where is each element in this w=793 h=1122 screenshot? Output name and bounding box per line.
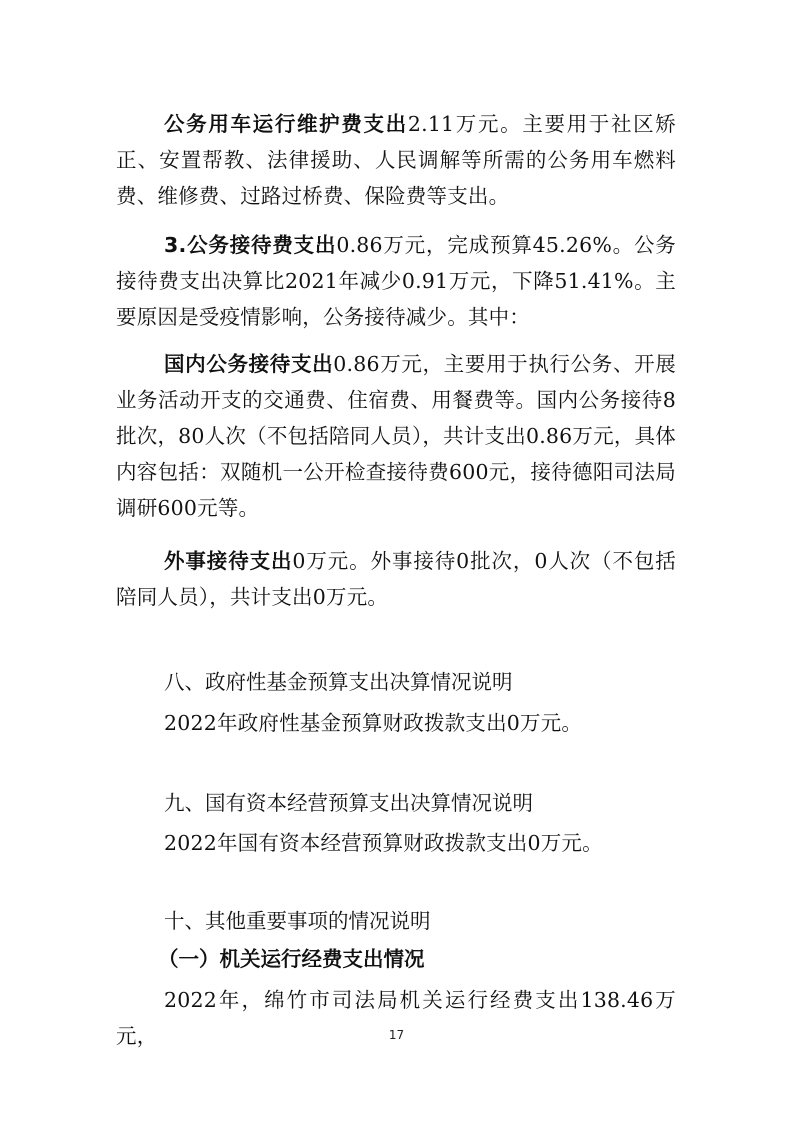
paragraph-text: 2.11万元。主要用于社区矫正、安置帮教、法律援助、人民调解等所需的公务用车燃料费、维修费、过路过桥费、保险费等支出。 <box>116 112 676 208</box>
section-10-text: 2022年，绵竹市司法局机关运行经费支出138.46万元， <box>116 988 676 1048</box>
paragraph-lead: 公务用车运行维护费支出 <box>164 112 408 136</box>
section-8-text: 2022年政府性基金预算财政拨款支出0万元。 <box>164 711 583 735</box>
paragraph-domestic-reception <box>116 346 676 526</box>
paragraph-lead: 3.公务接待费支出 <box>164 233 337 257</box>
section-8-title: 八、政府性基金预算支出决算情况说明 <box>164 670 513 694</box>
paragraph-lead: 国内公务接待支出 <box>164 352 334 376</box>
section-10-title: 十、其他重要事项的情况说明 <box>164 909 431 933</box>
paragraph-text: 0万元。外事接待0批次，0人次（不包括陪同人员），共计支出0万元。 <box>116 549 676 609</box>
paragraph-reception-expense <box>116 227 676 335</box>
paragraph-text: 0.86万元，完成预算45.26%。公务接待费支出决算比2021年减少0.91万元，下降51.41%。主要原因是受疫情影响，公务接待减少。其中： <box>116 233 677 329</box>
paragraph-lead: 外事接待支出 <box>164 549 293 573</box>
section-9-text: 2022年国有资本经营预算财政拨款支出0万元。 <box>164 831 603 855</box>
section-9-title: 九、国有资本经营预算支出决算情况说明 <box>164 791 533 815</box>
paragraph-vehicle-maintenance <box>116 106 676 214</box>
paragraph-foreign-reception <box>116 543 676 615</box>
section-10-subtitle: （一）机关运行经费支出情况 <box>158 947 425 971</box>
page-number: 17 <box>388 1028 405 1042</box>
paragraph-text: 0.86万元，主要用于执行公务、开展业务活动开支的交通费、住宿费、用餐费等。国内公务接待8批次，80人次（不包括陪同人员），共计支出0.86万元，具体内容包括：双随机一公开检查接待费600元，接待德阳司法局调研600元等。 <box>116 352 676 520</box>
